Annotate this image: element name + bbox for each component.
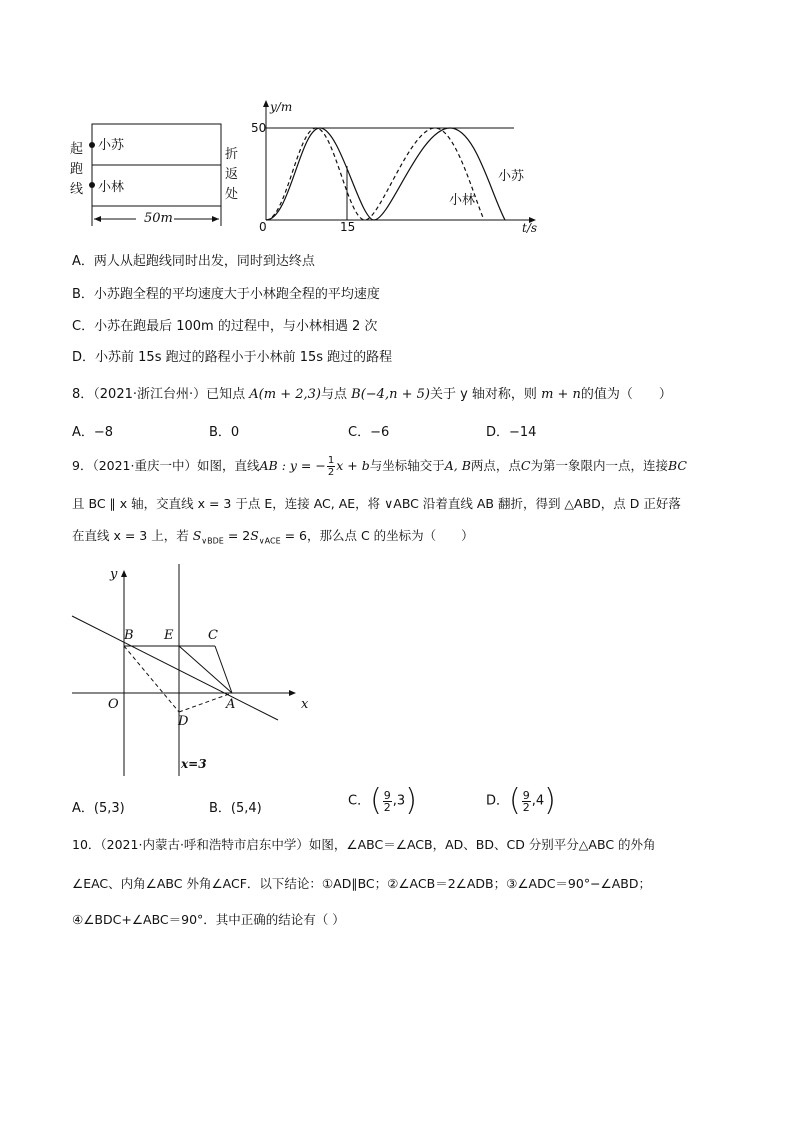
q9-slope-fraction: $\frac{1}{2}$ [327, 455, 335, 478]
graph1-x-tick: 15 [340, 220, 356, 234]
segment-da [179, 693, 232, 712]
q8-option-c[interactable]: C．−6 [348, 425, 390, 440]
q8-option-d[interactable]: D．−14 [486, 425, 537, 440]
coordinate-figure [68, 562, 328, 780]
q9-line-1: 9．（2021·重庆一中）如图，直线AB : y = − $\frac{1}{2}$ x + b与坐标轴交于A, B两点，点C为第一象限内一点，连接BC [72, 455, 687, 478]
q8-option-a[interactable]: A．−8 [72, 425, 114, 440]
q7-option-d[interactable]: D．小苏前 15s 跑过的路程小于小林前 15s 跑过的路程 [72, 350, 393, 365]
q9-line-3: 在直线 x = 3 上，若 $S_{\vee BDE} = 2S_{\vee ACE} = 6$，那么点 C 的坐标为（ ） [72, 528, 474, 546]
q10-line-1: 10．（2021·内蒙古·呼和浩特市启东中学）如图，∠ABC＝∠ACB，AD、BD、CD 分别平分△ABC 的外角 [72, 837, 656, 852]
q9-line-2: 且 BC ∥ x 轴，交直线 x = 3 于点 E，连接 AC, AE，将 ∨ABC 沿着直线 AB 翻折，得到 △ABD，点 D 正好落 [72, 496, 681, 511]
graph1-y-label: y/m [270, 100, 293, 114]
g2-label-x3: x=3 [181, 757, 207, 771]
graph1-x-label: t/s [522, 221, 538, 235]
q9-option-b[interactable]: B．(5,4) [209, 801, 262, 816]
graph1-y-tick: 50 [251, 121, 267, 135]
q9-option-c[interactable]: C．( $\frac{9}{2}$ ,3) [348, 783, 417, 818]
q7-option-a[interactable]: A．两人从起跑线同时出发，同时到达终点 [72, 254, 315, 269]
g2-label-y: y [110, 567, 118, 582]
q7-option-b[interactable]: B．小苏跑全程的平均速度大于小林跑全程的平均速度 [72, 287, 380, 302]
curve-label-su: 小苏 [498, 169, 525, 184]
curve-label-lin: 小林 [449, 193, 476, 208]
q9-option-d[interactable]: D．( $\frac{9}{2}$ ,4) [486, 783, 556, 818]
q10-line-3: ④∠BDC+∠ABC＝90°．其中正确的结论有（ ） [72, 912, 345, 927]
q7-option-c[interactable]: C．小苏在跑最后 100m 的过程中，与小林相遇 2 次 [72, 319, 378, 334]
g2-label-x: x [301, 697, 309, 712]
q8-question: 8．（2021·浙江台州·）已知点 A(m + 2,3)与点 B(−4,n + 5)关于 y 轴对称，则 m + n的值为（ ） [72, 387, 672, 402]
track-width-label: 50m [144, 211, 173, 226]
segment-ea [179, 646, 232, 693]
g2-label-b: B [124, 628, 134, 643]
q9-option-a[interactable]: A．(5,3) [72, 801, 125, 816]
lane-label-su: 小苏 [98, 138, 125, 153]
start-line-label: 起 跑 线 [70, 142, 84, 197]
turn-back-label: 折 返 处 [225, 147, 239, 202]
graph1-origin: 0 [259, 220, 267, 234]
g2-label-d: D [178, 714, 189, 729]
g2-label-c: C [208, 628, 218, 643]
start-dot-top [89, 142, 95, 148]
g2-label-o: O [108, 697, 119, 712]
line-ab [72, 616, 278, 720]
lane-label-lin: 小林 [98, 180, 125, 195]
g2-label-a: A [226, 697, 236, 712]
q10-line-2: ∠EAC、内角∠ABC 外角∠ACF．以下结论：①AD∥BC；②∠ACB＝2∠ADB；③∠ADC＝90°−∠ABD； [72, 876, 652, 891]
q8-option-b[interactable]: B．0 [209, 425, 240, 440]
start-dot-bottom [89, 182, 95, 188]
g2-label-e: E [164, 628, 174, 643]
